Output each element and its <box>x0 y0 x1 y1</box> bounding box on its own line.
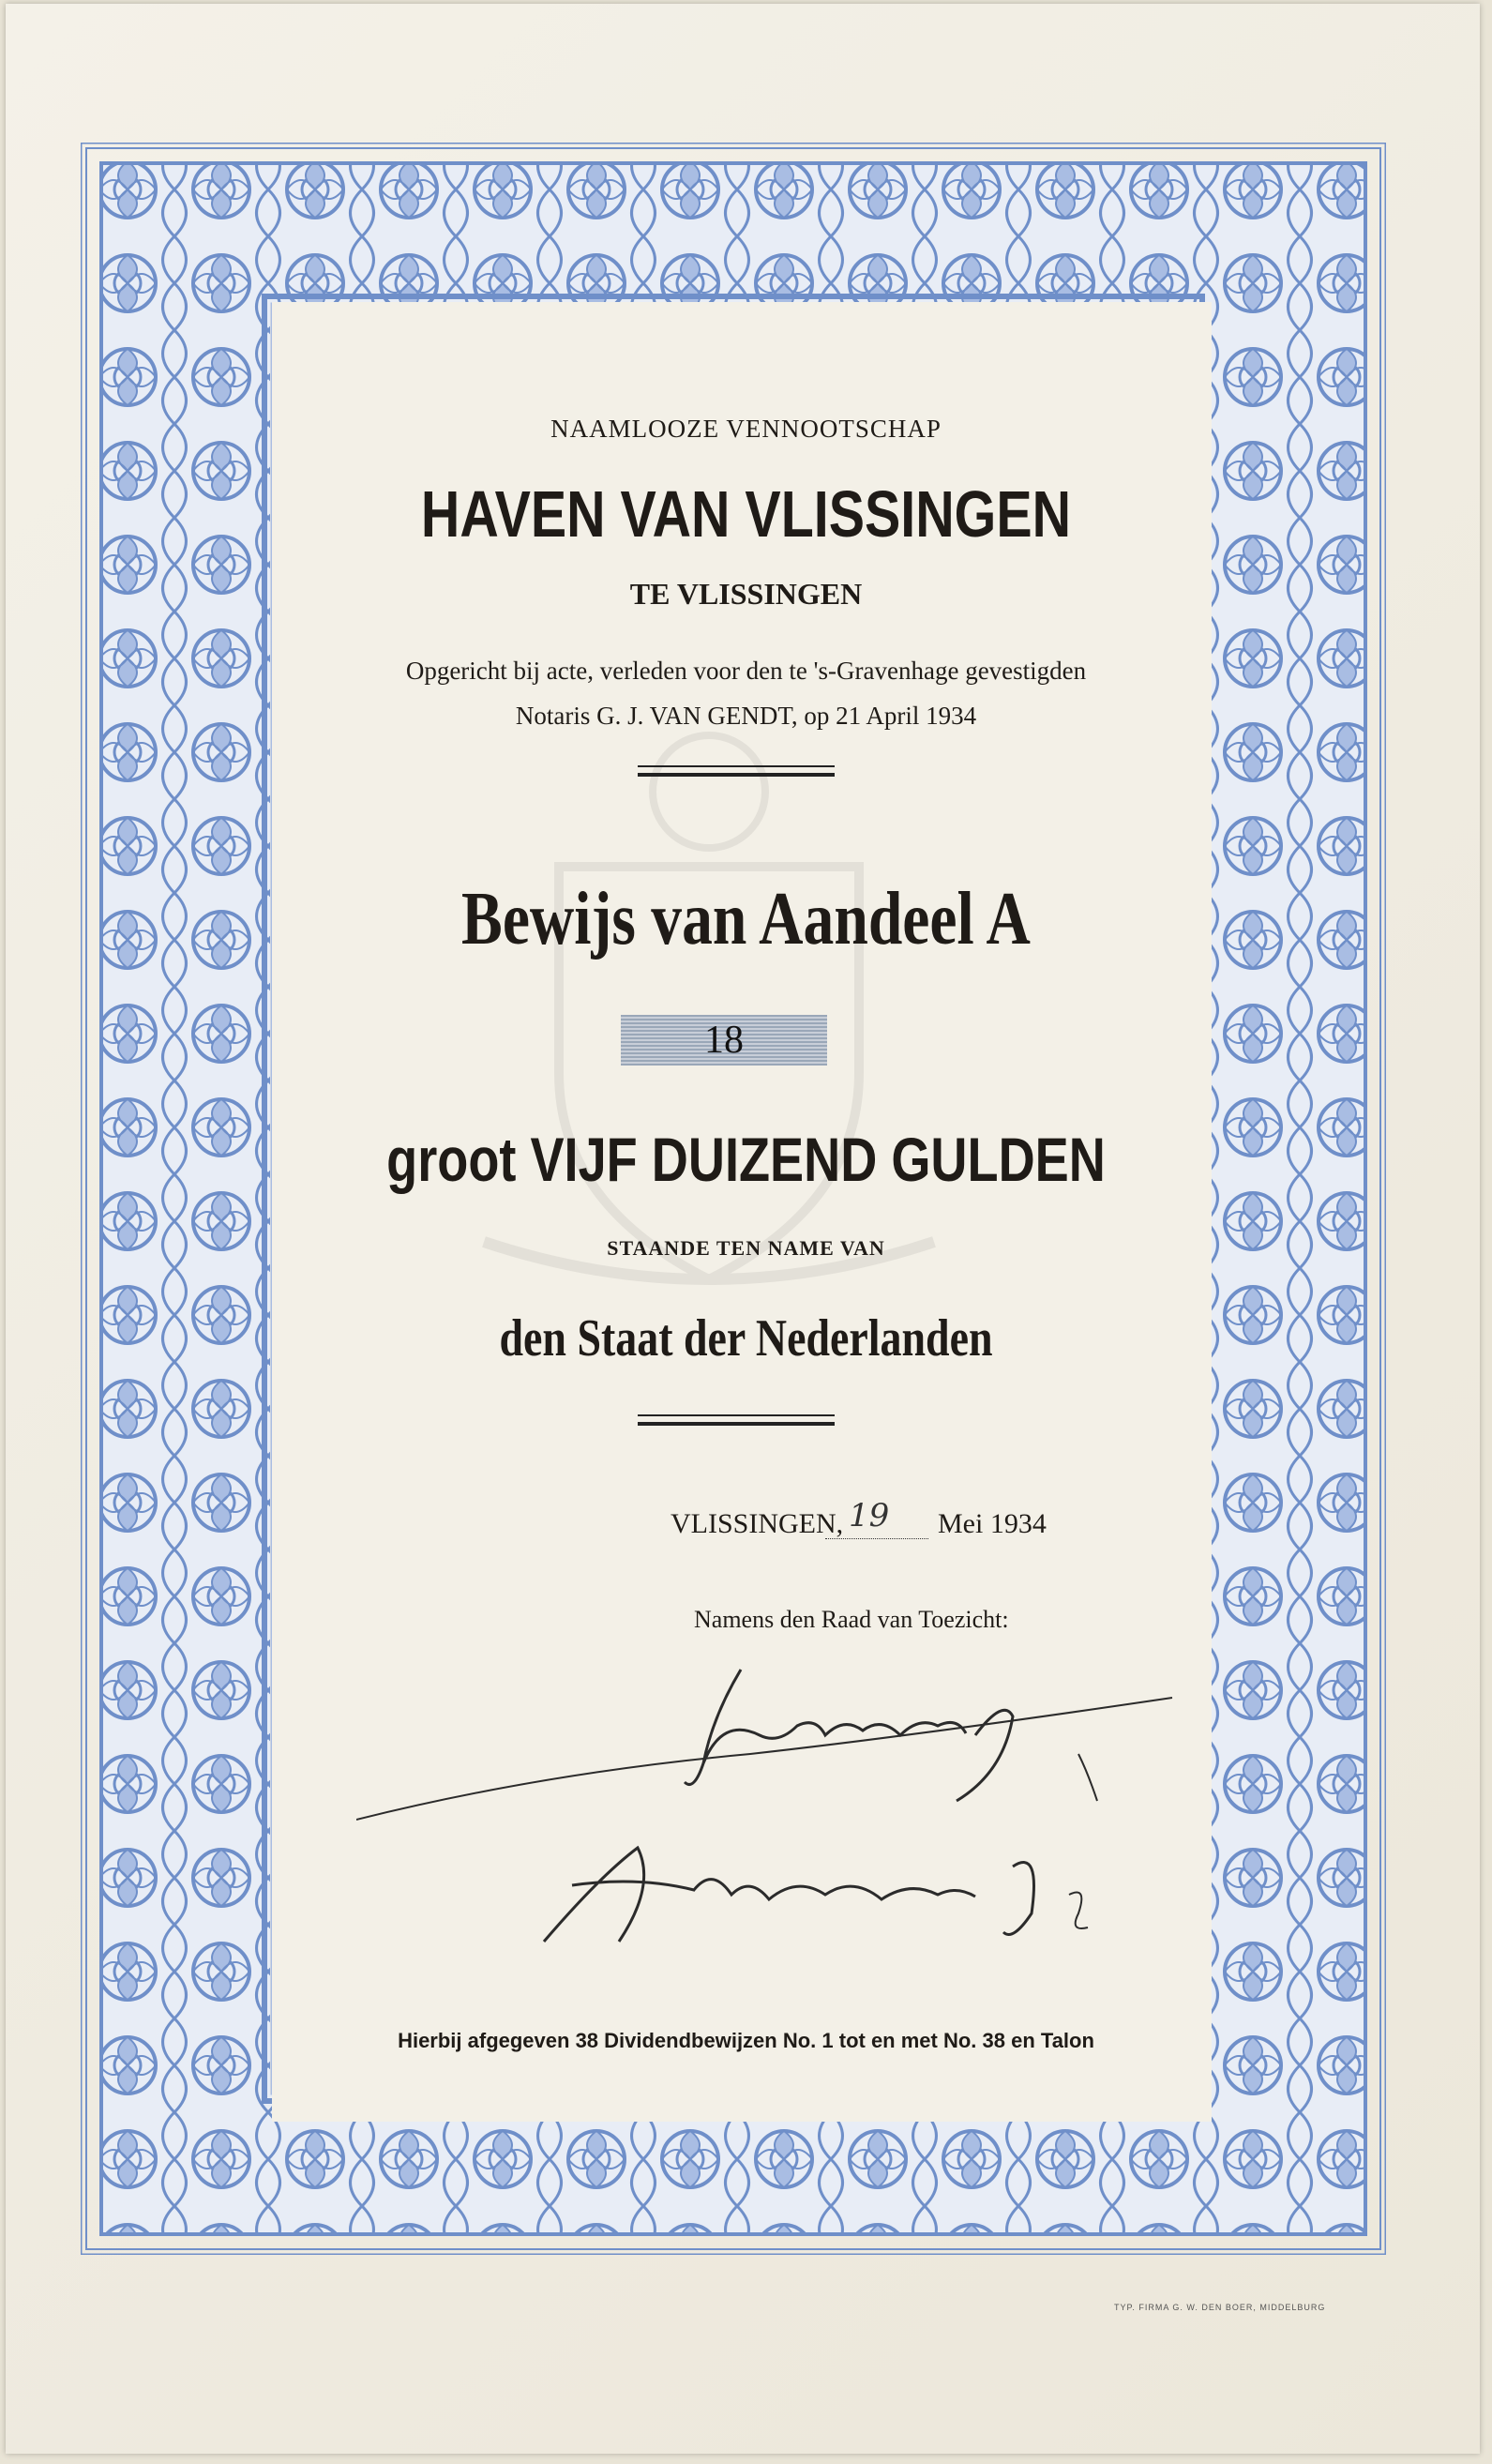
founding-line-2: Notaris G. J. VAN GENDT, op 21 April 1934 <box>515 702 977 730</box>
issue-month-year: Mei 1934 <box>938 1508 1047 1539</box>
dividend-coupons-note: Hierbij afgegeven 38 Dividendbewijzen No. 1 tot en met No. 38 en Talon <box>398 2029 1094 2052</box>
divider-top-thick <box>638 773 835 777</box>
company-name: HAVEN VAN VLISSINGEN <box>420 477 1072 551</box>
issue-place: VLISSINGEN, <box>671 1508 844 1539</box>
divider-bottom-thin <box>638 1414 835 1416</box>
share-number: 18 <box>704 1019 744 1062</box>
share-amount: groot VIJF DUIZEND GULDEN <box>386 1125 1106 1194</box>
board-label: Namens den Raad van Toezicht: <box>694 1606 1009 1633</box>
company-location: TE VLISSINGEN <box>629 577 863 611</box>
certificate-paper <box>6 4 1480 2454</box>
founding-line-1: Opgericht bij acte, verleden voor den te 's-Gravenhage gevestigden <box>405 657 1087 685</box>
divider-top-thin <box>638 765 835 767</box>
divider-bottom-thick <box>638 1422 835 1426</box>
date-blank-line <box>825 1538 928 1539</box>
document-title: Bewijs van Aandeel A <box>461 878 1031 960</box>
printer-imprint: TYP. FIRMA G. W. DEN BOER, MIDDELBURG <box>1114 2303 1326 2312</box>
handwritten-signatures-icon <box>356 1660 1200 1979</box>
share-holder: den Staat der Nederlanden <box>499 1309 993 1368</box>
company-type: NAAMLOOZE VENNOOTSCHAP <box>550 415 942 443</box>
registered-to-label: STAANDE TEN NAME VAN <box>607 1236 885 1260</box>
share-number-box <box>621 1015 827 1066</box>
issue-day-handwritten: 19 <box>849 1497 890 1534</box>
